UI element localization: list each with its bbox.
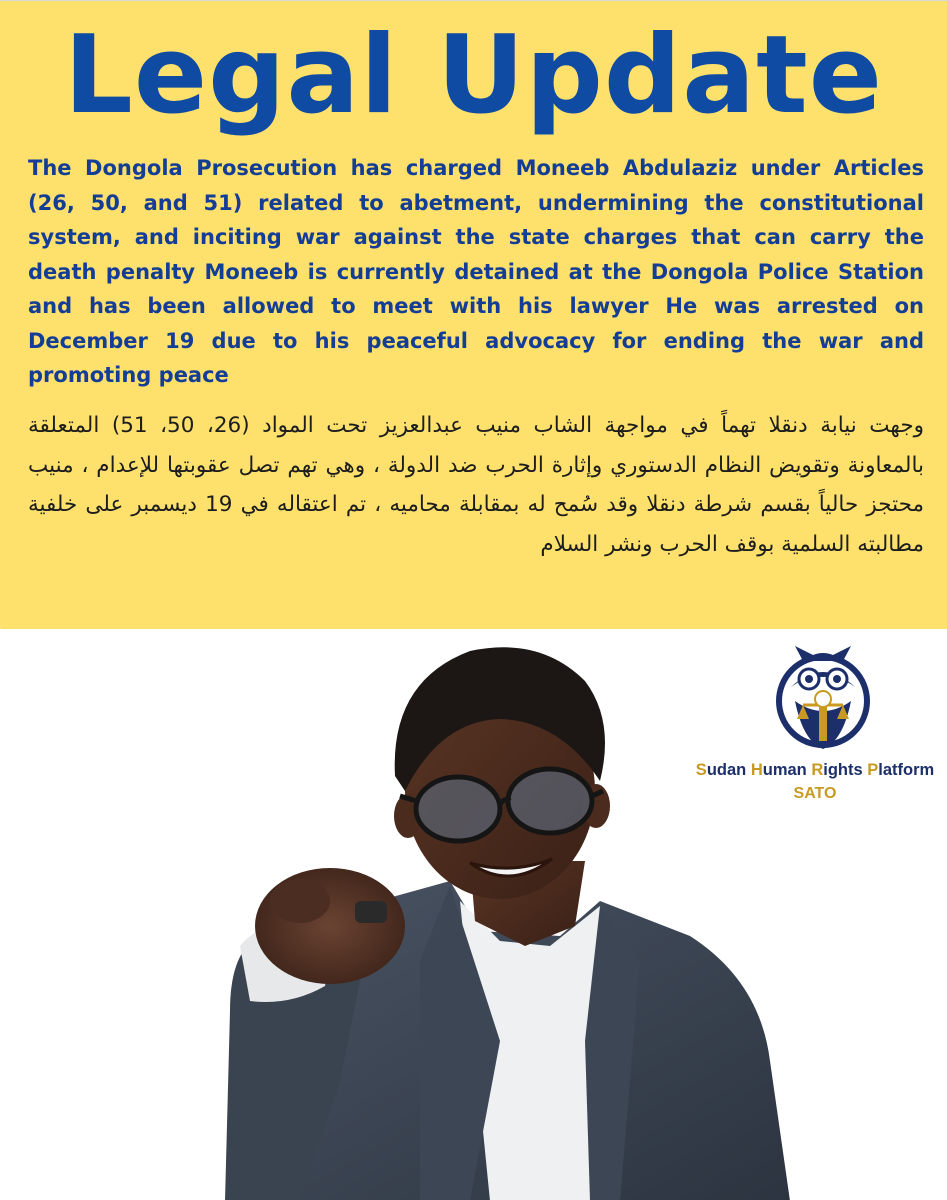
- poster-title: Legal Update: [64, 13, 883, 138]
- yellow-text-panel: [0, 1, 947, 651]
- english-paragraph: The Dongola Prosecution has charged Moneeb Abdulaziz under Articles (26, 50, and 51) related to abetment, undermining the constitutional system, and inciting war against the state charges that can carry the death penalty Moneeb is currently detained at the Dongola Police Station and has been allowed to meet with his lawyer He was arrested on December 19 due to his peaceful advocacy for ending the war and promoting peace: [28, 156, 924, 387]
- organization-acronym: SATO: [793, 785, 837, 802]
- organization-name: Sudan Human Rights Platform: [695, 761, 935, 779]
- arabic-paragraph: وجهت نيابة دنقلا تهماً في مواجهة الشاب منيب عبدالعزيز تحت المواد (26، 50، 51) المتعلقة بالمعاونة وتقويض النظام الدستوري وإثارة الحرب ضد الدولة ، وهي تهم تصل عقوبتها للإعدام ، منيب محتجز حالياً بقسم شرطة دنقلا وقد سُمح له بمقابلة محاميه ، تم اعتقاله في 19 ديسمبر على خلفية مطالبته السلمية بوقف الحرب ونشر السلام: [28, 413, 924, 557]
- owl-scales-of-justice-icon: [773, 641, 873, 761]
